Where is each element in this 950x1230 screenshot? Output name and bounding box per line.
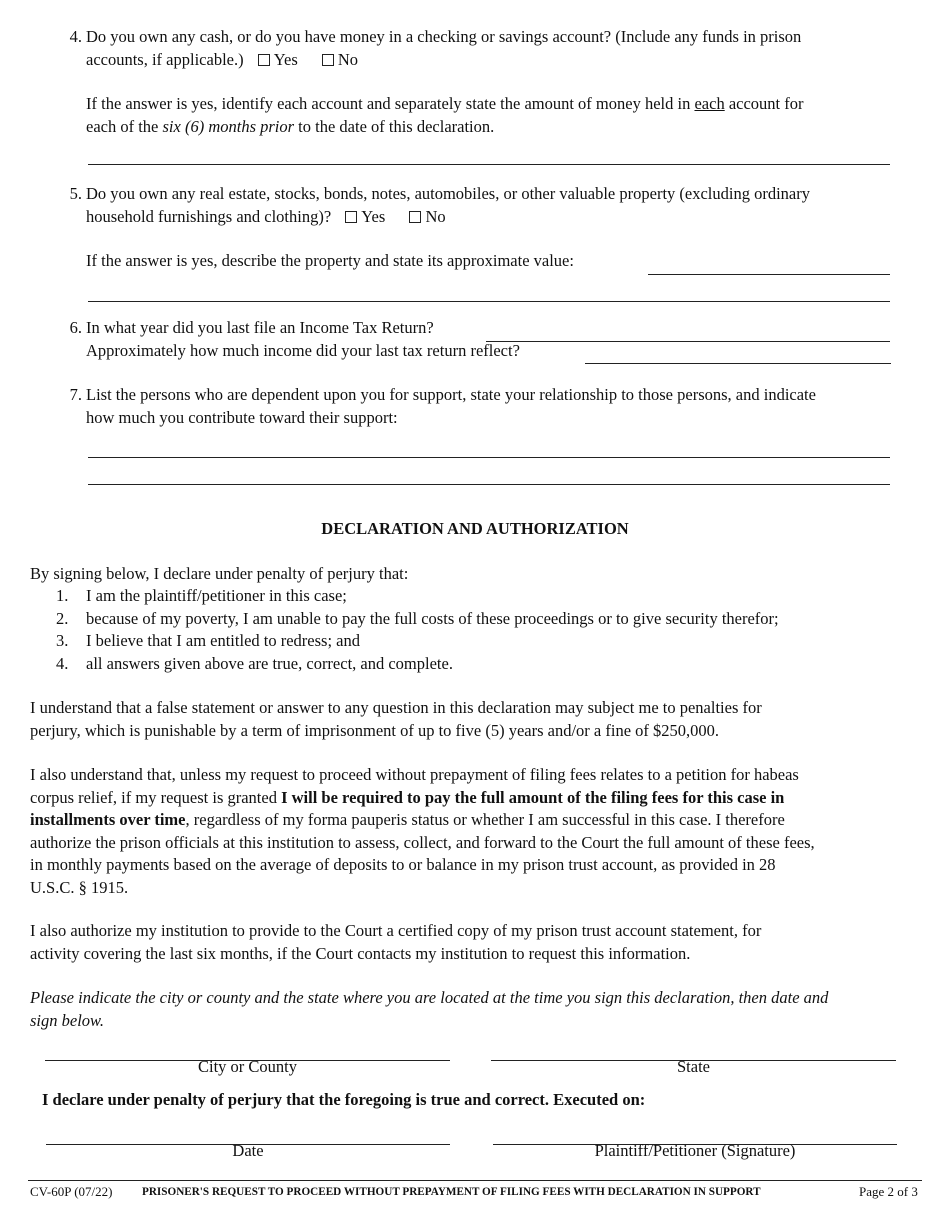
follow-up-text: If the answer is yes, describe the property and state its approximate value:: [86, 251, 574, 270]
follow-up-text: to the date of this declaration.: [294, 116, 495, 136]
no-label: No: [425, 206, 446, 226]
list-item: 1. I am the plaintiff/petitioner in this case;: [56, 586, 347, 605]
question-text: Do you own any cash, or do you have money in a checking or savings account? (Include any funds in prison: [86, 27, 802, 46]
date-label: Date: [232, 1141, 264, 1160]
page-number: Page 2 of 3: [859, 1184, 918, 1199]
question-text: household furnishings and clothing)?: [86, 206, 332, 226]
answer-line[interactable]: [88, 164, 890, 165]
tax-income-line[interactable]: [585, 363, 891, 364]
form-id: CV-60P (07/22): [30, 1184, 113, 1199]
signing-instructions: Please indicate the city or county and the state where you are located at the time you sign this declaration, then date and sign below.: [30, 988, 829, 1030]
no-label: No: [337, 49, 359, 69]
footer-rule: [28, 1180, 922, 1181]
list-item: 4. all answers given above are true, correct, and complete.: [56, 653, 453, 673]
no-checkbox[interactable]: [409, 211, 421, 223]
perjury-paragraph: I understand that a false statement or answer to any question in this declaration may subject me to penalties for perjury, which is punishable by a term of imprisonment of up to five (5) years and/or a fine of $250,000.: [30, 698, 762, 740]
question-number: 4.: [69, 27, 82, 46]
yes-label: Yes: [361, 206, 386, 226]
follow-up-text: each of the: [86, 116, 163, 136]
yes-checkbox[interactable]: [345, 211, 357, 223]
question-5: [62, 183, 922, 273]
answer-line[interactable]: [648, 274, 890, 275]
list-item: 2. because of my poverty, I am unable to pay the full costs of these proceedings or to give security therefor;: [56, 608, 779, 628]
filing-fees-paragraph: I also understand that, unless my request to proceed without prepayment of filing fees relates to a petition for habeas corpus relief, if my request is granted I will be required to pay the full amount of the filing fees for this case in installments over time, regardless of my forma pauperis status or whether I am successful in this case. I therefore authorize the prison officials at this institution to assess, collect, and forward to the Court the full amount of these fees, in monthly payments based on the average of deposits to or balance in my prison trust account, as provided in 28 U.S.C. § 1915.: [30, 765, 815, 897]
question-text: In what year did you last file an Income Tax Return?: [86, 318, 434, 337]
question-text: List the persons who are dependent upon you for support, state your relationship to those persons, and indicate: [86, 385, 816, 404]
answer-line[interactable]: [88, 457, 890, 458]
question-text: Approximately how much income did your last tax return reflect?: [86, 340, 520, 360]
answer-line[interactable]: [88, 484, 890, 485]
follow-up-text: account for: [724, 94, 804, 113]
question-number: 6.: [69, 318, 82, 337]
list-item: 3. I believe that I am entitled to redress; and: [56, 631, 360, 650]
question-6: [62, 317, 922, 362]
section-heading: DECLARATION AND AUTHORIZATION: [321, 519, 629, 538]
answer-line[interactable]: [88, 301, 890, 302]
declaration-intro: By signing below, I declare under penalty of perjury that:: [30, 564, 409, 583]
no-checkbox[interactable]: [322, 54, 334, 66]
tax-year-line[interactable]: [486, 341, 890, 342]
executed-statement: I declare under penalty of perjury that the foregoing is true and correct. Executed on:: [42, 1090, 646, 1109]
question-number: 5.: [69, 184, 82, 203]
follow-up-text: If the answer is yes, identify each account and separately state the amount of money held in: [86, 94, 695, 113]
question-text: accounts, if applicable.): [86, 49, 244, 69]
signature-label: Plaintiff/Petitioner (Signature): [594, 1141, 796, 1160]
city-county-label: City or County: [197, 1057, 297, 1076]
declaration-list: [30, 585, 925, 675]
follow-up-emphasis: each: [694, 94, 725, 113]
question-4: [62, 26, 922, 138]
state-label: State: [677, 1057, 710, 1076]
yes-label: Yes: [273, 49, 298, 69]
follow-up-emphasis: six (6) months prior: [162, 116, 295, 136]
trust-account-paragraph: I also authorize my institution to provide to the Court a certified copy of my prison trust account statement, for activity covering the last six months, if the Court contacts my institution to request this information.: [30, 921, 762, 963]
form-title: PRISONER'S REQUEST TO PROCEED WITHOUT PREPAYMENT OF FILING FEES WITH DECLARATION IN SUPPORT: [142, 1186, 761, 1198]
question-number: 7.: [69, 385, 82, 404]
question-text: how much you contribute toward their support:: [86, 407, 398, 427]
question-text: Do you own any real estate, stocks, bonds, notes, automobiles, or other valuable property (excluding ordinary: [86, 184, 810, 203]
question-7: [62, 384, 922, 429]
yes-checkbox[interactable]: [258, 54, 270, 66]
